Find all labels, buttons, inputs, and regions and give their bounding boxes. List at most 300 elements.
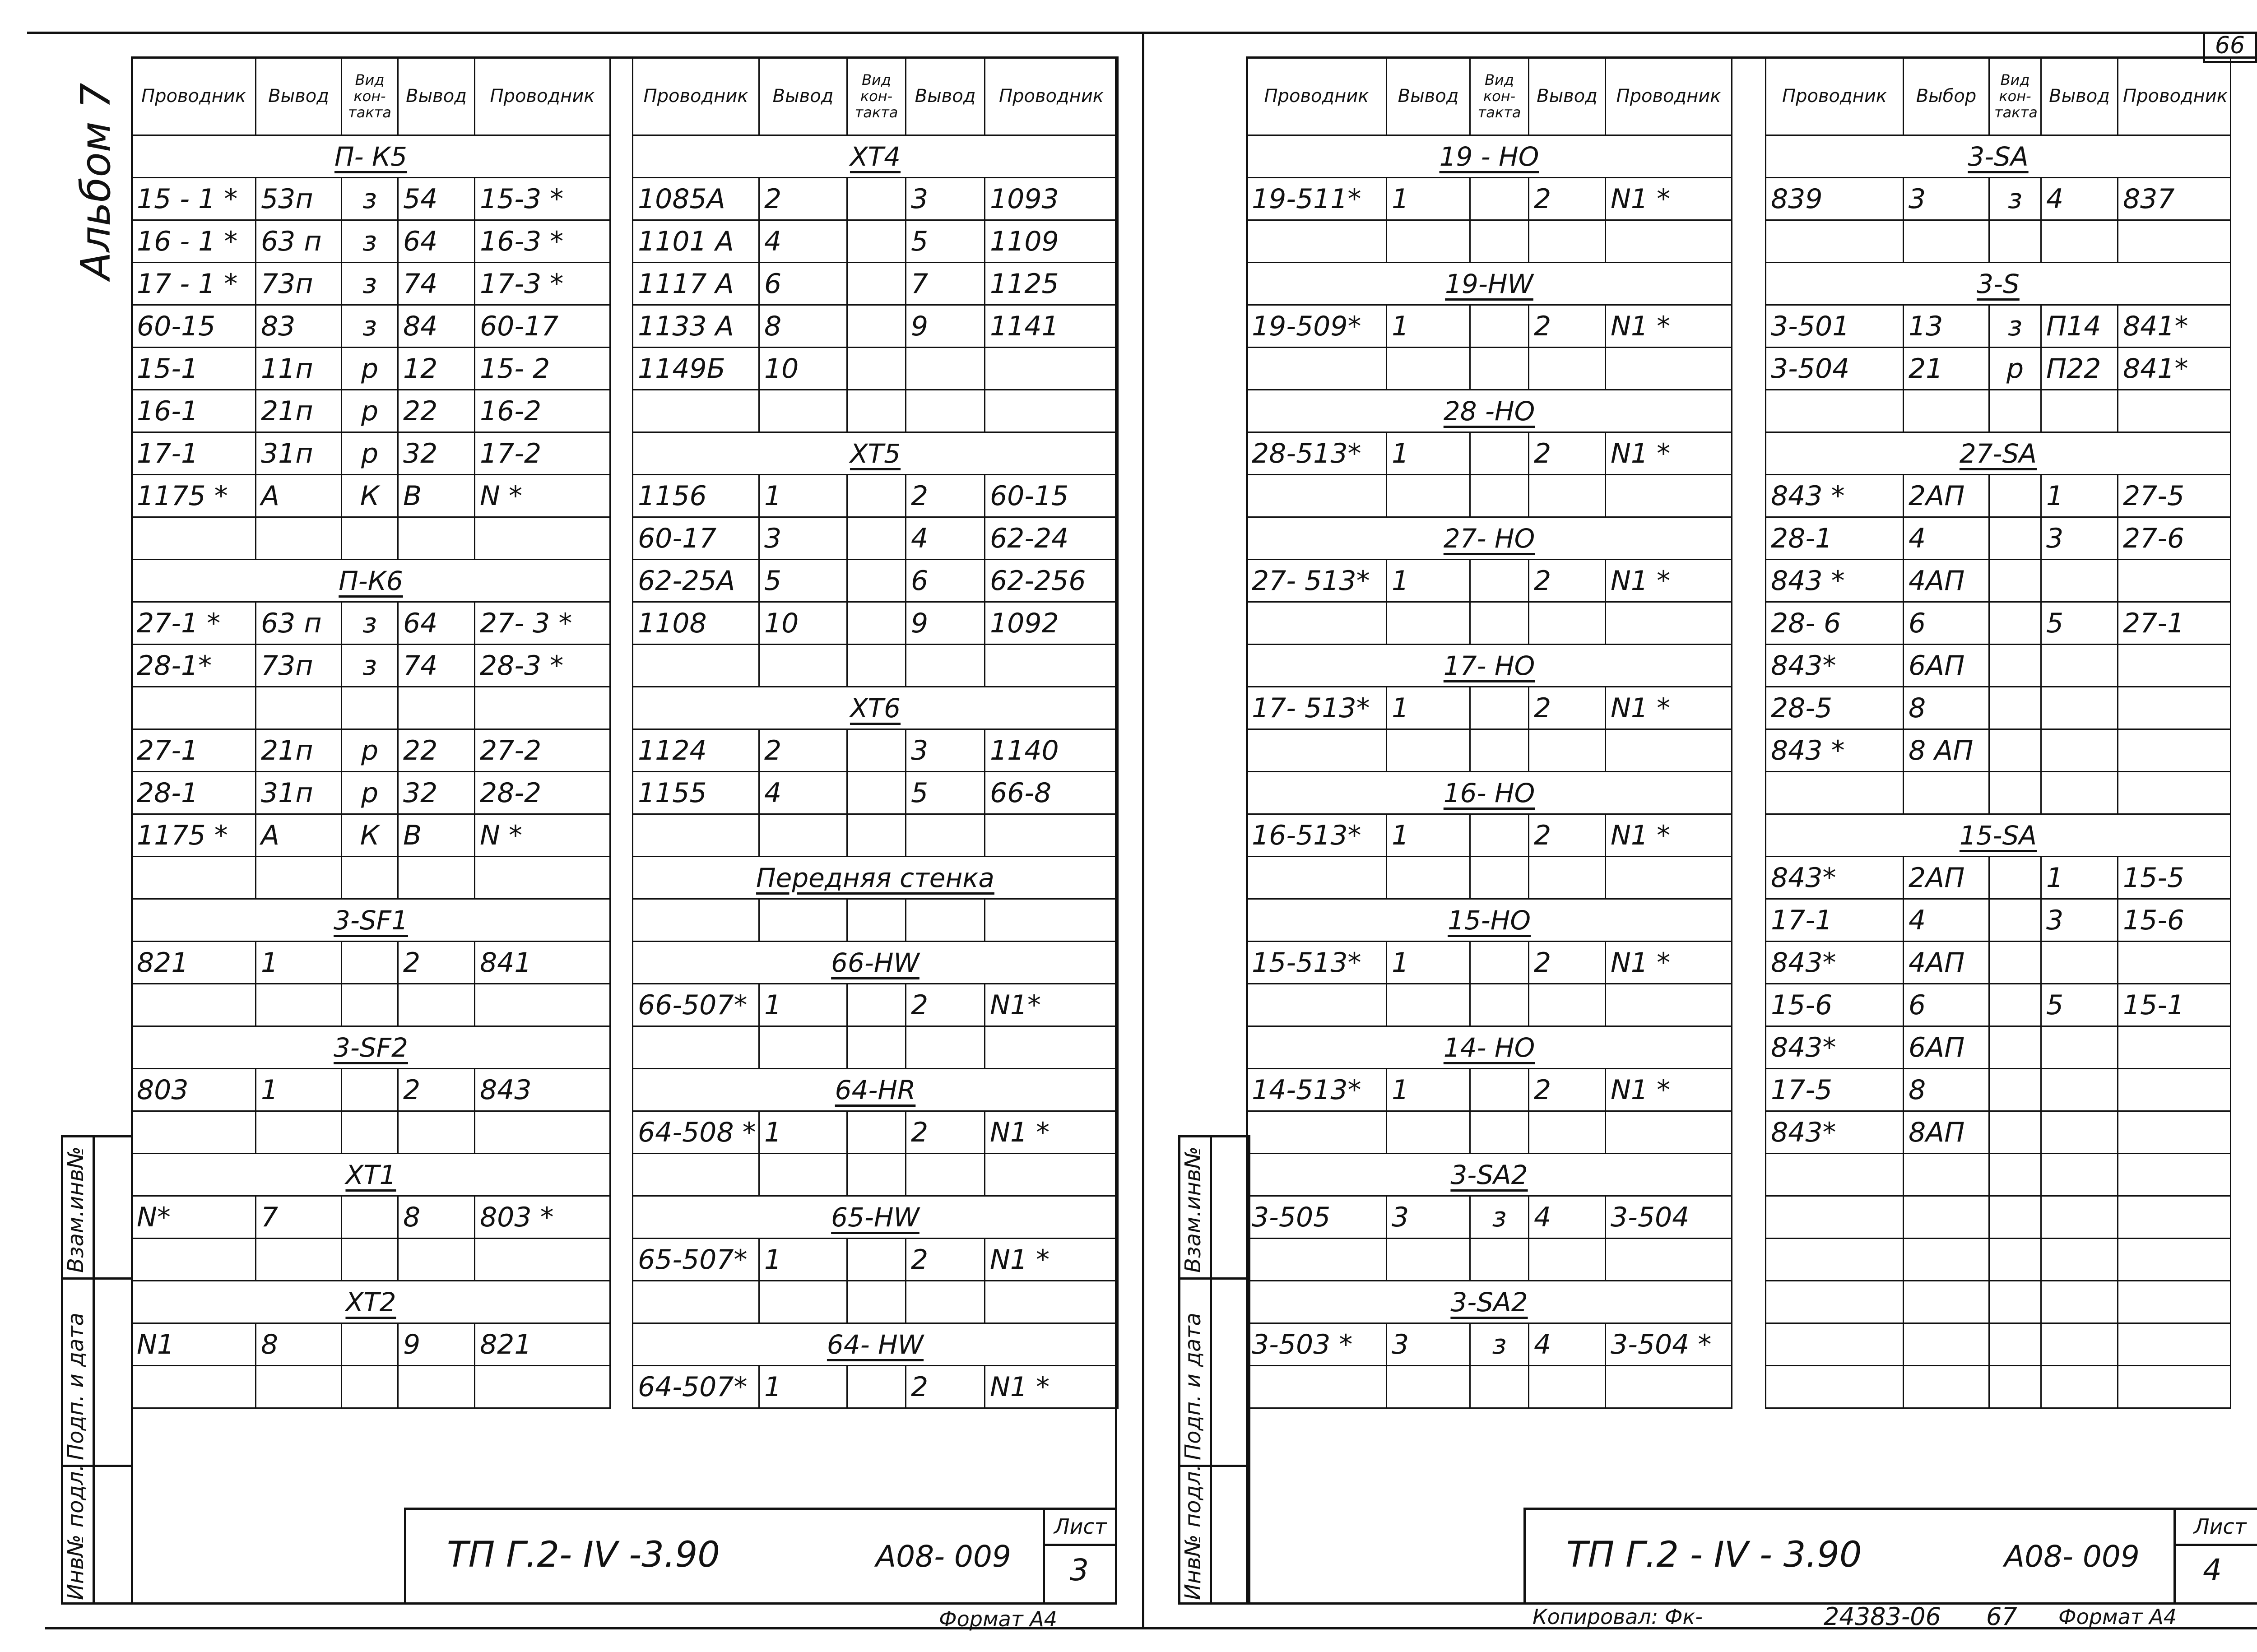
cell-conductor-to: 15-6 [2118, 899, 2231, 942]
cell-contact-type: з [1470, 1323, 1529, 1366]
cell-conductor-from: 1175 * [132, 475, 256, 517]
cell-conductor-from: 16 - 1 * [132, 220, 256, 263]
group-label: П- К5 [132, 135, 610, 178]
side-label-inv-orig: Инв№ подл. [1180, 1464, 1206, 1600]
cell-conductor-to: N1 * [985, 1366, 1118, 1408]
cell-terminal-from: 8 [1904, 1069, 1989, 1111]
cell-contact-type [847, 305, 906, 348]
col-terminal: Вывод [2041, 57, 2118, 135]
cell-terminal-to: 1 [2041, 857, 2118, 899]
cell-contact-type [1989, 390, 2041, 432]
cell-conductor-to [985, 348, 1118, 390]
cell-terminal-to [2041, 1069, 2118, 1111]
cell-terminal-to [1529, 1366, 1606, 1408]
cell-contact-type: з [1470, 1196, 1529, 1239]
cell-contact-type [342, 517, 398, 560]
cell-conductor-from [132, 1111, 256, 1154]
table-row [1247, 305, 1732, 348]
cell-conductor-from: 17-1 [132, 432, 256, 475]
cell-conductor-to [2118, 687, 2231, 729]
table-row [1766, 984, 2231, 1026]
table-row [633, 305, 1118, 348]
cell-contact-type [342, 857, 398, 899]
cell-conductor-from: 1133 А [633, 305, 759, 348]
cell-conductor-from: 15-1 [132, 348, 256, 390]
group-label: 64-HR [633, 1069, 1118, 1111]
cell-conductor-from: 62-25А [633, 560, 759, 602]
cell-terminal-from: 2АП [1904, 475, 1989, 517]
cell-conductor-from: N1 [132, 1323, 256, 1366]
cell-conductor-to [2118, 560, 2231, 602]
group-header-row [1247, 390, 1732, 432]
cell-conductor-to: 27- 3 * [475, 602, 610, 645]
cell-conductor-from: 839 [1766, 178, 1904, 220]
cell-conductor-from: 66-507* [633, 984, 759, 1026]
cell-terminal-to [398, 857, 475, 899]
cell-terminal-to [398, 517, 475, 560]
cell-terminal-to: 2 [1529, 1069, 1606, 1111]
cell-terminal-to: 3 [2041, 517, 2118, 560]
sheet-label-left: Лист [1054, 1514, 1107, 1539]
cell-contact-type [1470, 560, 1529, 602]
cell-conductor-to [985, 814, 1118, 857]
table-row [1247, 602, 1732, 645]
cell-terminal-from: 1 [759, 475, 847, 517]
cell-conductor-to: 1140 [985, 729, 1118, 772]
cell-contact-type [342, 1323, 398, 1366]
cell-conductor-to [2118, 942, 2231, 984]
cell-conductor-from [1766, 772, 1904, 814]
cell-contact-type [1989, 645, 2041, 687]
connection-table-2 [632, 56, 1119, 1409]
table-row [633, 984, 1118, 1026]
cell-conductor-from [132, 984, 256, 1026]
cell-contact-type [1470, 1111, 1529, 1154]
cell-terminal-from [1904, 220, 1989, 263]
group-header-row [1766, 814, 2231, 857]
cell-terminal-from: 4 [759, 220, 847, 263]
table-row [633, 475, 1118, 517]
cell-terminal-to [398, 1111, 475, 1154]
cell-terminal-from: 1 [759, 1239, 847, 1281]
table-row [633, 390, 1118, 432]
cell-terminal-to: 2 [906, 1239, 985, 1281]
group-header-row [1247, 645, 1732, 687]
cell-conductor-from: 27- 513* [1247, 560, 1387, 602]
cell-conductor-from [132, 1366, 256, 1408]
page-number: 66 [2203, 32, 2257, 63]
side-label-replace-inv: Взам.инв№ [63, 1146, 88, 1273]
cell-terminal-from [1904, 1323, 1989, 1366]
cell-terminal-to [2041, 390, 2118, 432]
cell-terminal-to: 2 [906, 1366, 985, 1408]
cell-terminal-to: 12 [398, 348, 475, 390]
cell-conductor-to: 27-6 [2118, 517, 2231, 560]
table-row [633, 1154, 1118, 1196]
cell-contact-type: р [342, 432, 398, 475]
cell-conductor-to: 16-3 * [475, 220, 610, 263]
table-row [1247, 687, 1732, 729]
cell-conductor-to: N1* [985, 984, 1118, 1026]
cell-conductor-to: 1092 [985, 602, 1118, 645]
cell-conductor-from [1766, 1239, 1904, 1281]
cell-conductor-to: 841* [2118, 305, 2231, 348]
cell-conductor-from: 17-1 [1766, 899, 1904, 942]
col-terminal: Вывод [906, 57, 985, 135]
cell-terminal-to: 3 [2041, 899, 2118, 942]
group-header-row [633, 135, 1118, 178]
cell-conductor-to [2118, 645, 2231, 687]
table-row [132, 348, 610, 390]
cell-contact-type: р [342, 772, 398, 814]
cell-terminal-from: 6АП [1904, 645, 1989, 687]
group-header-row [132, 1154, 610, 1196]
cell-contact-type [342, 1111, 398, 1154]
cell-terminal-from: 4 [1904, 899, 1989, 942]
cell-terminal-to [906, 814, 985, 857]
table-row [132, 687, 610, 729]
cell-conductor-from [633, 814, 759, 857]
cell-conductor-to: 28-3 * [475, 645, 610, 687]
cell-contact-type [847, 390, 906, 432]
cell-conductor-to [1606, 475, 1732, 517]
cell-terminal-to: В [398, 814, 475, 857]
cell-terminal-to: 1 [2041, 475, 2118, 517]
cell-contact-type [1989, 1026, 2041, 1069]
cell-conductor-to: 843 [475, 1069, 610, 1111]
cell-contact-type [1989, 1323, 2041, 1366]
cell-contact-type [1989, 942, 2041, 984]
cell-terminal-from [1387, 602, 1470, 645]
group-header-row [132, 899, 610, 942]
cell-terminal-from: А [256, 814, 342, 857]
cell-conductor-to: 3-504 [1606, 1196, 1732, 1239]
cell-terminal-from: 53п [256, 178, 342, 220]
cell-conductor-from: 1156 [633, 475, 759, 517]
table-row [1766, 1111, 2231, 1154]
cell-terminal-to [398, 984, 475, 1026]
table-row [132, 178, 610, 220]
cell-conductor-to: 17-3 * [475, 263, 610, 305]
cell-contact-type [1989, 857, 2041, 899]
cell-conductor-to: 60-17 [475, 305, 610, 348]
cell-terminal-from: 31п [256, 772, 342, 814]
cell-terminal-from [256, 1111, 342, 1154]
cell-contact-type [1989, 475, 2041, 517]
cell-terminal-to: 54 [398, 178, 475, 220]
table-row [132, 517, 610, 560]
cell-conductor-to: N1 * [1606, 178, 1732, 220]
cell-conductor-from: 17- 513* [1247, 687, 1387, 729]
cell-conductor-from: 1101 А [633, 220, 759, 263]
cell-contact-type [847, 348, 906, 390]
cell-terminal-to: 3 [906, 729, 985, 772]
cell-contact-type [1989, 729, 2041, 772]
cell-conductor-from: 28- 6 [1766, 602, 1904, 645]
cell-contact-type: з [342, 602, 398, 645]
format-left: Формат А4 [939, 1607, 1057, 1631]
table-row [633, 263, 1118, 305]
group-label: 15-НО [1247, 899, 1732, 942]
group-label: 15-SА [1766, 814, 2231, 857]
cell-terminal-from [1387, 1111, 1470, 1154]
cell-terminal-to: 9 [398, 1323, 475, 1366]
cell-conductor-from [1247, 220, 1387, 263]
cell-terminal-to: 2 [1529, 178, 1606, 220]
cell-conductor-to [2118, 1366, 2231, 1408]
cell-terminal-from: 63 п [256, 220, 342, 263]
cell-conductor-from [132, 687, 256, 729]
cell-conductor-from: 28-1* [132, 645, 256, 687]
side-label-inv-orig: Инв№ подл. [63, 1464, 88, 1600]
cell-terminal-to [398, 687, 475, 729]
cell-terminal-from: 5 [759, 560, 847, 602]
cell-terminal-from [256, 1366, 342, 1408]
table-row [633, 1239, 1118, 1281]
col-conductor: Проводник [475, 57, 610, 135]
cell-conductor-to [985, 390, 1118, 432]
cell-terminal-from [1387, 1366, 1470, 1408]
table-row [1247, 178, 1732, 220]
cell-contact-type [1989, 984, 2041, 1026]
cell-contact-type [847, 729, 906, 772]
cell-conductor-from: 1085А [633, 178, 759, 220]
group-label: 3-SA2 [1247, 1281, 1732, 1323]
cell-conductor-to: 1125 [985, 263, 1118, 305]
cell-terminal-to [2041, 1154, 2118, 1196]
cell-contact-type: з [1989, 305, 2041, 348]
cell-terminal-from [1904, 390, 1989, 432]
cell-terminal-to [906, 348, 985, 390]
cell-terminal-to [1529, 475, 1606, 517]
cell-conductor-from: 821 [132, 942, 256, 984]
cell-terminal-from [256, 857, 342, 899]
cell-contact-type [1470, 1366, 1529, 1408]
group-label: 16- НО [1247, 772, 1732, 814]
cell-conductor-from [1766, 1281, 1904, 1323]
table-row [1247, 1366, 1732, 1408]
cell-conductor-from: 803 [132, 1069, 256, 1111]
cell-terminal-to [906, 1154, 985, 1196]
cell-terminal-to: 4 [1529, 1323, 1606, 1366]
table-row [1247, 814, 1732, 857]
cell-terminal-from: 3 [1387, 1196, 1470, 1239]
table-row [633, 517, 1118, 560]
cell-conductor-from: 64-508 * [633, 1111, 759, 1154]
table-row [1766, 857, 2231, 899]
cell-terminal-to: 5 [2041, 602, 2118, 645]
cell-terminal-to: 3 [906, 178, 985, 220]
table-row [1766, 1239, 2231, 1281]
cell-contact-type [1470, 220, 1529, 263]
cell-terminal-from: 73п [256, 263, 342, 305]
cell-terminal-to: 64 [398, 220, 475, 263]
sheet-number-right: 4 [2203, 1553, 2222, 1587]
table-row [1247, 984, 1732, 1026]
cell-contact-type [342, 1196, 398, 1239]
cell-terminal-from: 11п [256, 348, 342, 390]
cell-conductor-to [1606, 729, 1732, 772]
cell-terminal-to: 9 [906, 305, 985, 348]
table-row [1766, 560, 2231, 602]
table-row [1766, 1323, 2231, 1366]
cell-terminal-to [398, 1366, 475, 1408]
cell-contact-type [847, 1154, 906, 1196]
group-label: XT5 [633, 432, 1118, 475]
cell-contact-type [1470, 814, 1529, 857]
cell-contact-type [1989, 517, 2041, 560]
table-row [132, 1196, 610, 1239]
group-label: 19-HW [1247, 263, 1732, 305]
cell-terminal-from [759, 814, 847, 857]
cell-contact-type [847, 1111, 906, 1154]
cell-terminal-from [1904, 1366, 1989, 1408]
cell-conductor-from: 28-5 [1766, 687, 1904, 729]
cell-terminal-from: 8 [256, 1323, 342, 1366]
group-header-row [132, 560, 610, 602]
table-row [1766, 1196, 2231, 1239]
cell-conductor-from: 843* [1766, 645, 1904, 687]
cell-conductor-from [132, 1239, 256, 1281]
table-row [1766, 772, 2231, 814]
cell-conductor-to: 60-15 [985, 475, 1118, 517]
cell-terminal-from: 1 [759, 984, 847, 1026]
table-row [132, 263, 610, 305]
table-row [633, 814, 1118, 857]
group-label: 3-SA [1766, 135, 2231, 178]
cell-conductor-to: 841 [475, 942, 610, 984]
group-label: 66-HW [633, 942, 1118, 984]
table-row [1766, 729, 2231, 772]
cell-conductor-from: 60-17 [633, 517, 759, 560]
col-conductor: Проводник [1247, 57, 1387, 135]
cell-terminal-to: 2 [398, 1069, 475, 1111]
cell-conductor-from: 15-6 [1766, 984, 1904, 1026]
table-row [633, 560, 1118, 602]
cell-contact-type [342, 1366, 398, 1408]
cell-contact-type [847, 772, 906, 814]
cell-terminal-to: 32 [398, 772, 475, 814]
cell-terminal-from [1904, 1154, 1989, 1196]
cell-terminal-to: 32 [398, 432, 475, 475]
copied-by: Копировал: Фк- [1533, 1605, 1703, 1629]
cell-terminal-to: 74 [398, 645, 475, 687]
cell-conductor-from: 1175 * [132, 814, 256, 857]
cell-conductor-from: 14-513* [1247, 1069, 1387, 1111]
cell-conductor-to: 17-2 [475, 432, 610, 475]
cell-contact-type: р [342, 348, 398, 390]
cell-terminal-from: 63 п [256, 602, 342, 645]
table-row [1766, 348, 2231, 390]
group-header-row [132, 1281, 610, 1323]
cell-contact-type: р [342, 390, 398, 432]
cell-terminal-to [1529, 602, 1606, 645]
cell-conductor-to: N1 * [1606, 687, 1732, 729]
cell-terminal-from: 10 [759, 348, 847, 390]
archive-number: 24383-06 [1824, 1602, 1941, 1631]
cell-conductor-from: N* [132, 1196, 256, 1239]
cell-terminal-from: 1 [1387, 560, 1470, 602]
cell-terminal-from: 83 [256, 305, 342, 348]
table-row [1247, 1239, 1732, 1281]
cell-terminal-from: 6АП [1904, 1026, 1989, 1069]
cell-conductor-to: 62-256 [985, 560, 1118, 602]
cell-terminal-from: 6 [759, 263, 847, 305]
table-row [132, 432, 610, 475]
cell-terminal-from [1387, 220, 1470, 263]
cell-terminal-to: 2 [1529, 432, 1606, 475]
cell-terminal-to: 84 [398, 305, 475, 348]
table-row [633, 348, 1118, 390]
table-row [132, 857, 610, 899]
cell-conductor-from [633, 645, 759, 687]
cell-terminal-to [2041, 1239, 2118, 1281]
cell-terminal-to [1529, 220, 1606, 263]
table-row [1766, 178, 2231, 220]
table-row [1247, 432, 1732, 475]
cell-conductor-from: 1124 [633, 729, 759, 772]
cell-terminal-to: 74 [398, 263, 475, 305]
cell-terminal-from: 13 [1904, 305, 1989, 348]
cell-terminal-from: 8 [1904, 687, 1989, 729]
cell-contact-type [1470, 1069, 1529, 1111]
cell-terminal-from [1387, 984, 1470, 1026]
cell-conductor-to [985, 1026, 1118, 1069]
cell-conductor-from: 64-507* [633, 1366, 759, 1408]
cell-terminal-from [1387, 857, 1470, 899]
cell-terminal-to [906, 1026, 985, 1069]
cell-terminal-to [2041, 560, 2118, 602]
cell-terminal-from: 1 [1387, 178, 1470, 220]
cell-conductor-to: 62-24 [985, 517, 1118, 560]
cell-terminal-to [1529, 1239, 1606, 1281]
cell-terminal-from: 3 [1904, 178, 1989, 220]
cell-terminal-to [2041, 729, 2118, 772]
cell-contact-type [1989, 1281, 2041, 1323]
group-label: 3-SF2 [132, 1026, 610, 1069]
group-label: 14- НО [1247, 1026, 1732, 1069]
cell-contact-type [1989, 1154, 2041, 1196]
cell-conductor-from: 3-501 [1766, 305, 1904, 348]
cell-terminal-to [2041, 645, 2118, 687]
col-conductor: Проводник [633, 57, 759, 135]
format-right: Формат А4 [2058, 1605, 2177, 1629]
cell-terminal-from [1387, 729, 1470, 772]
cell-terminal-from: 21п [256, 729, 342, 772]
group-header-row [1247, 263, 1732, 305]
cell-contact-type [1470, 348, 1529, 390]
group-label: XT6 [633, 687, 1118, 729]
group-label: 27-SА [1766, 432, 2231, 475]
cell-conductor-from [1247, 602, 1387, 645]
cell-conductor-to: N1 * [985, 1111, 1118, 1154]
group-label: П-К6 [132, 560, 610, 602]
table-row [1766, 645, 2231, 687]
table-row [1766, 899, 2231, 942]
cell-terminal-from [256, 687, 342, 729]
cell-conductor-to: 15-5 [2118, 857, 2231, 899]
cell-terminal-from: 31п [256, 432, 342, 475]
cell-conductor-to: 821 [475, 1323, 610, 1366]
cell-terminal-from: 4АП [1904, 942, 1989, 984]
table-row [633, 1366, 1118, 1408]
cell-conductor-to: 15-3 * [475, 178, 610, 220]
cell-conductor-to [2118, 1323, 2231, 1366]
cell-terminal-to: 2 [1529, 560, 1606, 602]
group-header-row [633, 432, 1118, 475]
group-label: 17- НО [1247, 645, 1732, 687]
table-row [1766, 1154, 2231, 1196]
